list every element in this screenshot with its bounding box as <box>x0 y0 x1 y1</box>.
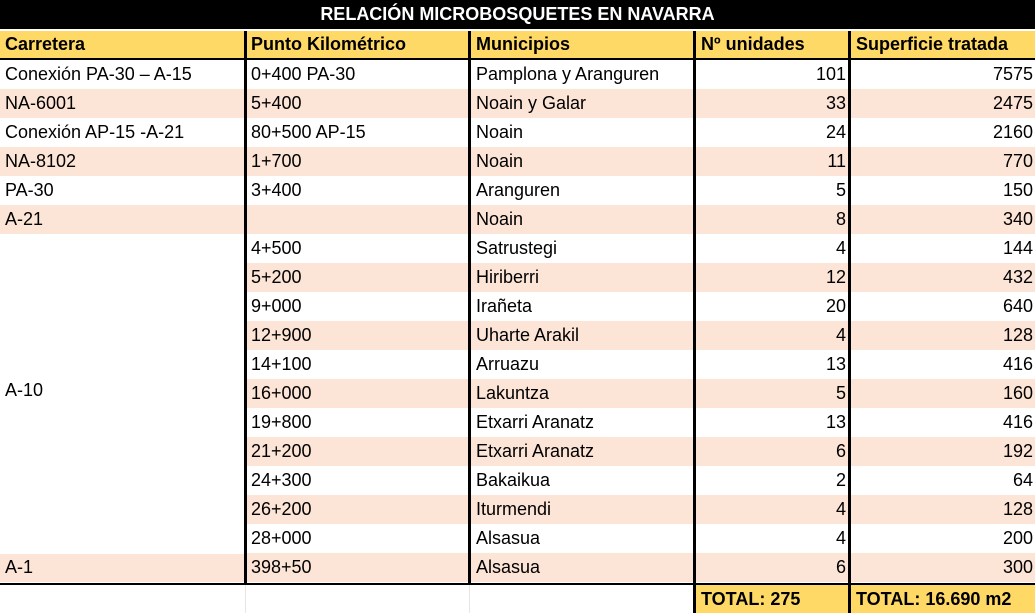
header-punto-kilometrico: Punto Kilométrico <box>246 31 468 60</box>
cell-municipio: Aranguren <box>476 180 561 200</box>
cell-municipio: Irañeta <box>476 296 533 316</box>
cell-carretera: NA-6001 <box>5 93 77 113</box>
total-unidades: TOTAL: 275 <box>696 585 848 613</box>
cell-superficie: 2475 <box>992 93 1033 113</box>
cell-punto-kilometrico: 14+100 <box>251 354 312 374</box>
cell-municipio: Iturmendi <box>476 499 552 519</box>
cell-superficie: 64 <box>1012 470 1033 490</box>
cell-municipio: Arruazu <box>476 354 540 374</box>
cell-municipio: Uharte Arakil <box>476 325 580 345</box>
table-title: RELACIÓN MICROBOSQUETES EN NAVARRA <box>0 0 1035 29</box>
cell-municipio: Satrustegi <box>476 238 558 258</box>
cell-unidades: 4 <box>835 238 846 258</box>
cell-carretera: A-1 <box>5 557 34 577</box>
cell-unidades: 2 <box>835 470 846 490</box>
cell-unidades: 8 <box>835 209 846 229</box>
cell-punto-kilometrico: 28+000 <box>251 528 312 548</box>
gridline <box>469 585 470 613</box>
cell-carretera: Conexión AP-15 -A-21 <box>5 122 185 142</box>
header-unidades: Nº unidades <box>696 31 848 60</box>
cell-municipio: Noain y Galar <box>476 93 587 113</box>
cell-superficie: 160 <box>1002 383 1033 403</box>
cell-municipio: Lakuntza <box>476 383 550 403</box>
cell-unidades: 4 <box>835 325 846 345</box>
cell-superficie: 200 <box>1002 528 1033 548</box>
cell-punto-kilometrico: 9+000 <box>251 296 302 316</box>
cell-municipio: Noain <box>476 151 524 171</box>
cell-superficie: 192 <box>1002 441 1033 461</box>
cell-unidades: 6 <box>835 441 846 461</box>
cell-municipio: Alsasua <box>476 528 541 548</box>
cell-unidades: 24 <box>825 122 846 142</box>
column-divider <box>693 31 696 613</box>
cell-carretera: Conexión PA-30 – A-15 <box>5 64 192 84</box>
cell-carretera: NA-8102 <box>5 151 77 171</box>
cell-unidades: 4 <box>835 528 846 548</box>
cell-superficie: 7575 <box>992 64 1033 84</box>
header-carretera: Carretera <box>0 31 244 60</box>
cell-municipio: Noain <box>476 209 524 229</box>
cell-superficie: 128 <box>1002 499 1033 519</box>
cell-unidades: 12 <box>825 267 846 287</box>
cell-punto-kilometrico: 16+000 <box>251 383 312 403</box>
cell-municipio: Pamplona y Aranguren <box>476 64 660 84</box>
column-divider <box>244 31 247 585</box>
cell-punto-kilometrico: 5+400 <box>251 93 302 113</box>
cell-unidades: 20 <box>825 296 846 316</box>
cell-punto-kilometrico: 12+900 <box>251 325 312 345</box>
cell-punto-kilometrico: 26+200 <box>251 499 312 519</box>
cell-municipio: Bakaikua <box>476 470 551 490</box>
cell-carretera: A-21 <box>5 209 44 229</box>
cell-punto-kilometrico: 80+500 AP-15 <box>251 122 366 142</box>
cell-punto-kilometrico: 1+700 <box>251 151 302 171</box>
cell-municipio: Etxarri Aranatz <box>476 412 595 432</box>
cell-unidades: 6 <box>835 557 846 577</box>
cell-punto-kilometrico: 5+200 <box>251 267 302 287</box>
cell-unidades: 5 <box>835 383 846 403</box>
cell-unidades: 13 <box>825 354 846 374</box>
cell-superficie: 770 <box>1002 151 1033 171</box>
cell-punto-kilometrico: 3+400 <box>251 180 302 200</box>
cell-superficie: 2160 <box>992 122 1033 142</box>
cell-unidades: 5 <box>835 180 846 200</box>
cell-punto-kilometrico: 19+800 <box>251 412 312 432</box>
cell-unidades: 4 <box>835 499 846 519</box>
cell-municipio: Hiriberri <box>476 267 539 287</box>
cell-unidades: 13 <box>825 412 846 432</box>
cell-punto-kilometrico: 398+50 <box>251 557 312 577</box>
cell-municipio: Alsasua <box>476 557 541 577</box>
header-municipios: Municipios <box>471 31 693 60</box>
cell-punto-kilometrico <box>246 205 468 234</box>
header-superficie: Superficie tratada <box>851 31 1035 60</box>
column-divider <box>848 31 851 613</box>
cell-superficie: 144 <box>1002 238 1033 258</box>
column-divider <box>468 31 471 585</box>
cell-superficie: 640 <box>1002 296 1033 316</box>
gridline <box>245 585 246 613</box>
cell-superficie: 416 <box>1002 412 1033 432</box>
cell-unidades: 101 <box>815 64 846 84</box>
cell-superficie: 150 <box>1002 180 1033 200</box>
cell-punto-kilometrico: 24+300 <box>251 470 312 490</box>
cell-unidades: 33 <box>825 93 846 113</box>
cell-superficie: 340 <box>1002 209 1033 229</box>
cell-superficie: 432 <box>1002 267 1033 287</box>
merged-cell-a10: A-10 <box>5 380 44 400</box>
cell-superficie: 300 <box>1002 557 1033 577</box>
total-superficie: TOTAL: 16.690 m2 <box>851 585 1035 613</box>
cell-punto-kilometrico: 4+500 <box>251 238 302 258</box>
cell-superficie: 416 <box>1002 354 1033 374</box>
cell-superficie: 128 <box>1002 325 1033 345</box>
cell-municipio: Etxarri Aranatz <box>476 441 595 461</box>
cell-punto-kilometrico: 21+200 <box>251 441 312 461</box>
cell-punto-kilometrico: 0+400 PA-30 <box>251 64 356 84</box>
cell-carretera: PA-30 <box>5 180 54 200</box>
cell-unidades: 11 <box>827 151 846 171</box>
cell-municipio: Noain <box>476 122 524 142</box>
